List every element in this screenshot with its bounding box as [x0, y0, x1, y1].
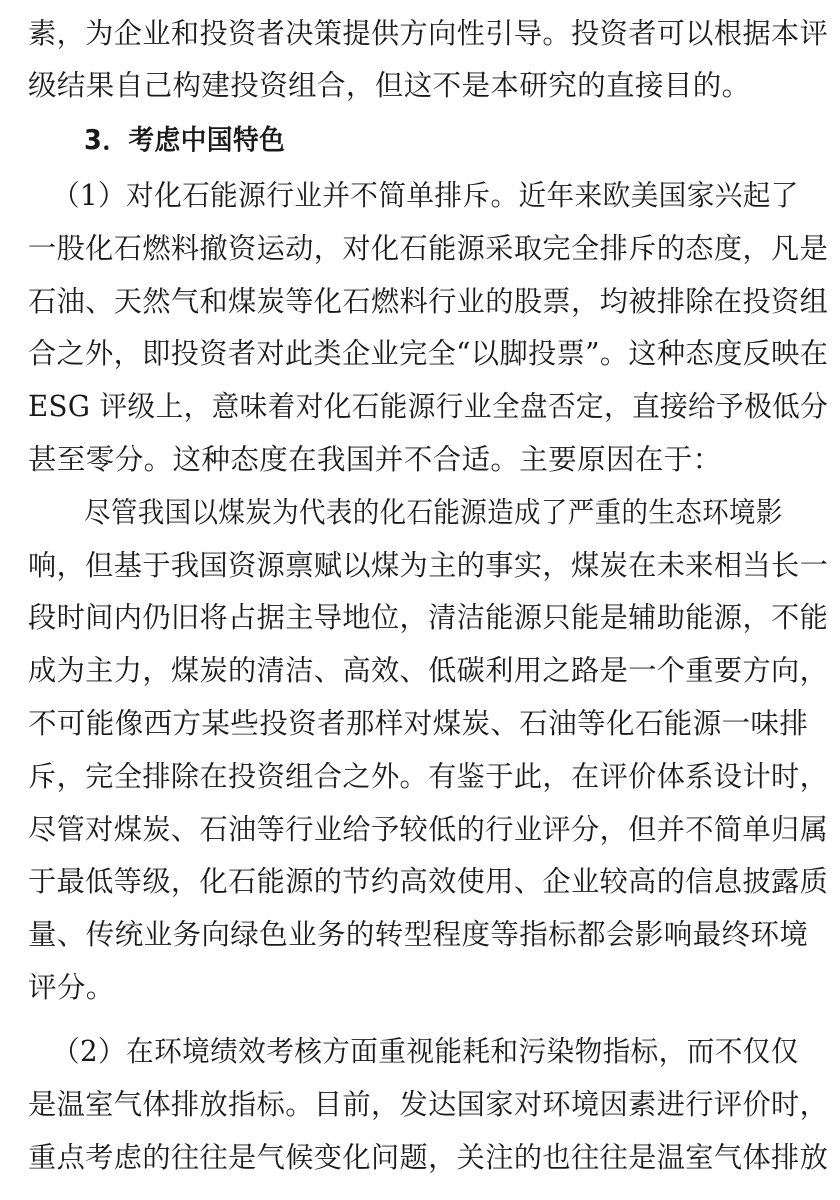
- paragraph-line: 量、传统业务向绿色业务的转型程度等指标都会影响最终环境: [28, 918, 809, 951]
- paragraph-line: 重点考虑的往往是气候变化问题，关注的也往往是温室气体排放: [28, 1141, 829, 1174]
- paragraph-line: （1）对化石能源行业并不简单排斥。近年来欧美国家兴起了: [52, 179, 799, 212]
- paragraph-line: 段时间内仍旧将占据主导地位，清洁能源只能是辅助能源，不能: [28, 601, 829, 634]
- paragraph-line: 斥，完全排除在投资组合之外。有鉴于此，在评价体系设计时，: [28, 760, 829, 793]
- section-heading: 3．考虑中国特色: [84, 124, 286, 156]
- paragraph-line: 不可能像西方某些投资者那样对煤炭、石油等化石能源一味排: [28, 707, 809, 740]
- paragraph-line: 于最低等级，化石能源的节约高效使用、企业较高的信息披露质: [28, 865, 829, 898]
- paragraph-line: （2）在环境绩效考核方面重视能耗和污染物指标，而不仅仅: [52, 1035, 799, 1068]
- intro-line: 级结果自己构建投资组合，但这不是本研究的直接目的。: [28, 69, 751, 102]
- paragraph-line: 合之外，即投资者对此类企业完全“以脚投票”。这种态度反映在: [28, 337, 829, 370]
- intro-line: 素，为企业和投资者决策提供方向性引导。投资者可以根据本评: [28, 17, 829, 50]
- paragraph-line: 是温室气体排放指标。目前，发达国家对环境因素进行评价时，: [28, 1088, 829, 1121]
- paragraph-line: 甚至零分。这种态度在我国并不合适。主要原因在于：: [28, 443, 722, 476]
- paragraph-line: 评分。: [28, 971, 115, 1004]
- paragraph-line: 尽管对煤炭、石油等行业给予较低的行业评分，但并不简单归属: [28, 813, 829, 846]
- paragraph-line: 一股化石燃料撤资运动，对化石能源采取完全排斥的态度，凡是: [28, 232, 829, 265]
- paragraph-line: 石油、天然气和煤炭等化石燃料行业的股票，均被排除在投资组: [28, 285, 829, 318]
- paragraph-line: 响，但基于我国资源禀赋以煤为主的事实，煤炭在未来相当长一: [28, 549, 829, 582]
- paragraph-line: 尽管我国以煤炭为代表的化石能源造成了严重的生态环境影: [84, 496, 783, 529]
- paragraph-line: ESG 评级上，意味着对化石能源行业全盘否定，直接给予极低分: [28, 390, 829, 423]
- paragraph-line: 成为主力，煤炭的清洁、高效、低碳利用之路是一个重要方向，: [28, 654, 829, 687]
